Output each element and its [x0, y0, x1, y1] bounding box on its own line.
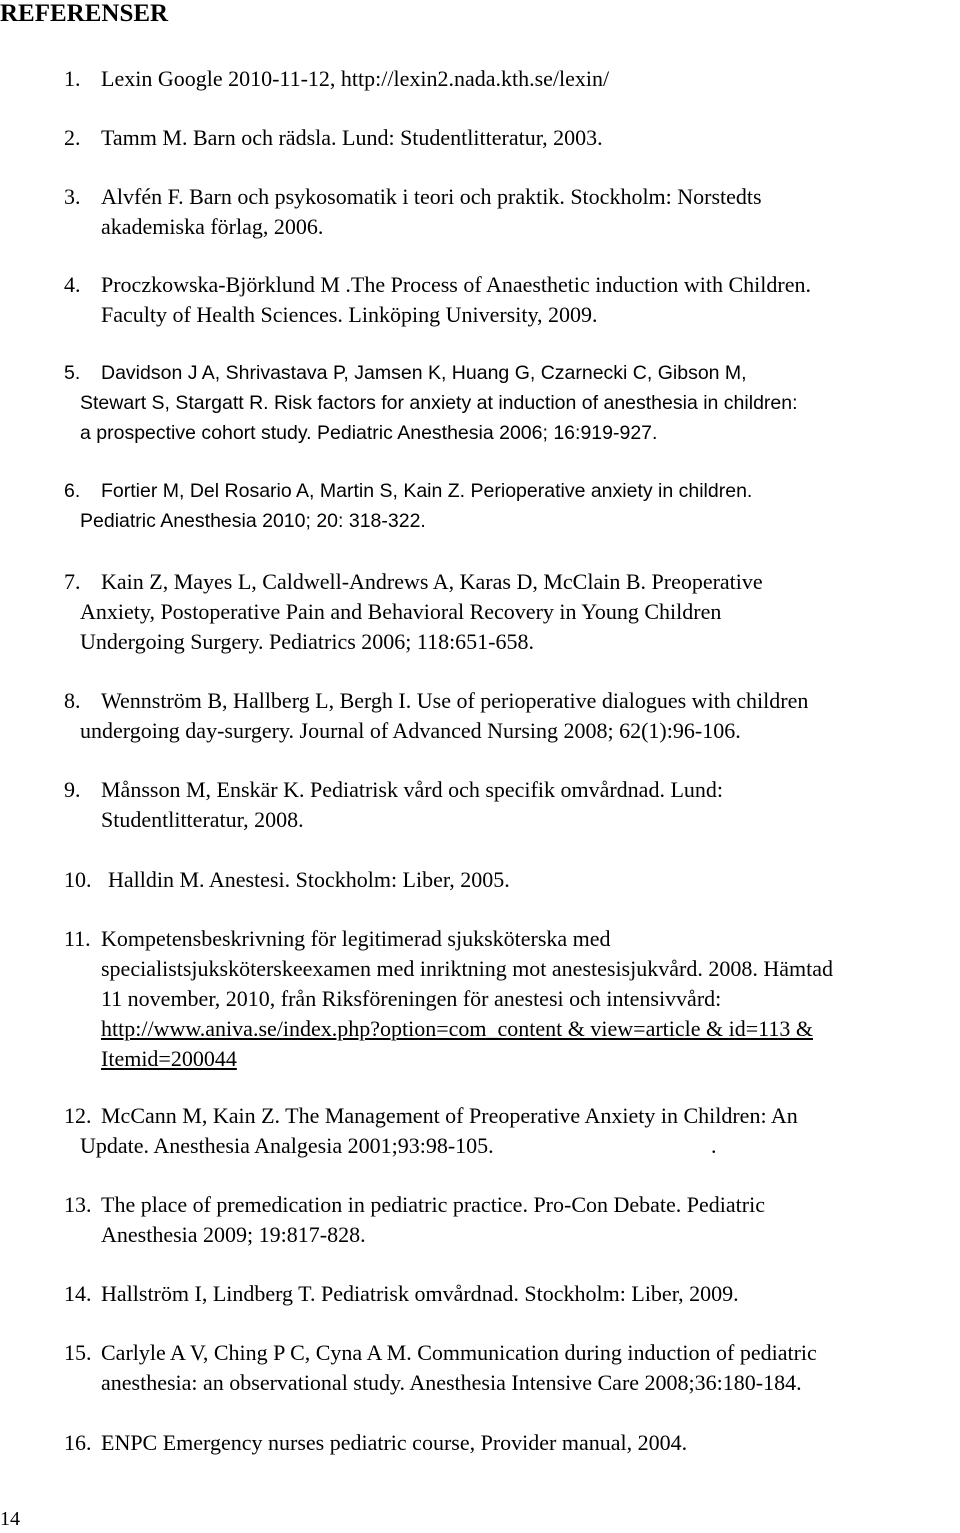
reference-text: Anesthesia 2009; 19:817-828. — [101, 1222, 366, 1247]
reference-text: akademiska förlag, 2006. — [101, 214, 324, 239]
reference-number: 7. — [64, 569, 81, 594]
reference-number: 1. — [64, 66, 81, 91]
reference-text: Undergoing Surgery. Pediatrics 2006; 118:651-658. — [80, 629, 535, 654]
reference-link[interactable]: http://www.aniva.se/index.php?option=com_content & view=article & id=113 & — [101, 1016, 813, 1041]
reference-number: 4. — [64, 272, 81, 297]
reference-number: 12. — [64, 1103, 92, 1128]
reference-text: Lexin Google 2010-11-12, http://lexin2.nada.kth.se/lexin/ — [101, 66, 610, 91]
reference-number: 10. — [64, 867, 92, 892]
reference-text: Carlyle A V, Ching P C, Cyna A M. Communication during induction of pediatric — [101, 1340, 817, 1365]
reference-text: Tamm M. Barn och rädsla. Lund: Studentlitteratur, 2003. — [101, 125, 603, 150]
reference-link[interactable]: Itemid=200044 — [101, 1046, 237, 1071]
reference-text: a prospective cohort study. Pediatric Anesthesia 2006; 16:919-927. — [80, 422, 658, 444]
reference-number: 5. — [64, 362, 81, 384]
reference-text: . — [711, 1133, 717, 1158]
reference-text: ENPC Emergency nurses pediatric course, Provider manual, 2004. — [101, 1430, 688, 1455]
reference-text: Pediatric Anesthesia 2010; 20: 318-322. — [80, 510, 426, 532]
reference-text: Alvfén F. Barn och psykosomatik i teori och praktik. Stockholm: Norstedts — [101, 184, 762, 209]
reference-text: Davidson J A, Shrivastava P, Jamsen K, Huang G, Czarnecki C, Gibson M, — [101, 362, 747, 384]
reference-number: 11. — [64, 926, 91, 951]
reference-number: 8. — [64, 688, 81, 713]
reference-number: 14. — [64, 1281, 92, 1306]
reference-text: Proczkowska-Björklund M .The Process of Anaesthetic induction with Children. — [101, 272, 811, 297]
reference-text: Hallström I, Lindberg T. Pediatrisk omvårdnad. Stockholm: Liber, 2009. — [101, 1281, 739, 1306]
reference-text: Stewart S, Stargatt R. Risk factors for anxiety at induction of anesthesia in children: — [80, 392, 798, 414]
reference-text: undergoing day-surgery. Journal of Advanced Nursing 2008; 62(1):96-106. — [80, 718, 741, 743]
reference-number: 3. — [64, 184, 81, 209]
reference-text: Studentlitteratur, 2008. — [101, 807, 304, 832]
reference-number: 6. — [64, 480, 81, 502]
page-title: REFERENSER — [0, 0, 169, 27]
reference-text: Halldin M. Anestesi. Stockholm: Liber, 2005. — [108, 867, 510, 892]
reference-text: McCann M, Kain Z. The Management of Preoperative Anxiety in Children: An — [101, 1103, 798, 1128]
reference-number: 2. — [64, 125, 81, 150]
reference-number: 15. — [64, 1340, 92, 1365]
reference-text: Kompetensbeskrivning för legitimerad sjuksköterska med — [101, 926, 611, 951]
reference-text: Månsson M, Enskär K. Pediatrisk vård och specifik omvårdnad. Lund: — [101, 777, 723, 802]
reference-text: 11 november, 2010, från Riksföreningen för anestesi och intensivvård: — [101, 986, 722, 1011]
reference-text: Fortier M, Del Rosario A, Martin S, Kain Z. Perioperative anxiety in children. — [101, 480, 753, 502]
reference-number: 16. — [64, 1430, 92, 1455]
reference-text: specialistsjuksköterskeexamen med inriktning mot anestesisjukvård. 2008. Hämtad — [101, 956, 833, 981]
reference-text: Faculty of Health Sciences. Linköping University, 2009. — [101, 302, 598, 327]
reference-text: Wennström B, Hallberg L, Bergh I. Use of perioperative dialogues with children — [101, 688, 809, 713]
reference-text: The place of premedication in pediatric practice. Pro-Con Debate. Pediatric — [101, 1192, 765, 1217]
reference-text: Anxiety, Postoperative Pain and Behavioral Recovery in Young Children — [80, 599, 722, 624]
reference-text: anesthesia: an observational study. Anesthesia Intensive Care 2008;36:180-184. — [101, 1370, 802, 1395]
reference-text: Kain Z, Mayes L, Caldwell-Andrews A, Karas D, McClain B. Preoperative — [101, 569, 763, 594]
reference-text: Update. Anesthesia Analgesia 2001;93:98-105. — [80, 1133, 494, 1158]
page-number: 14 — [0, 1508, 20, 1530]
reference-number: 13. — [64, 1192, 92, 1217]
reference-number: 9. — [64, 777, 81, 802]
